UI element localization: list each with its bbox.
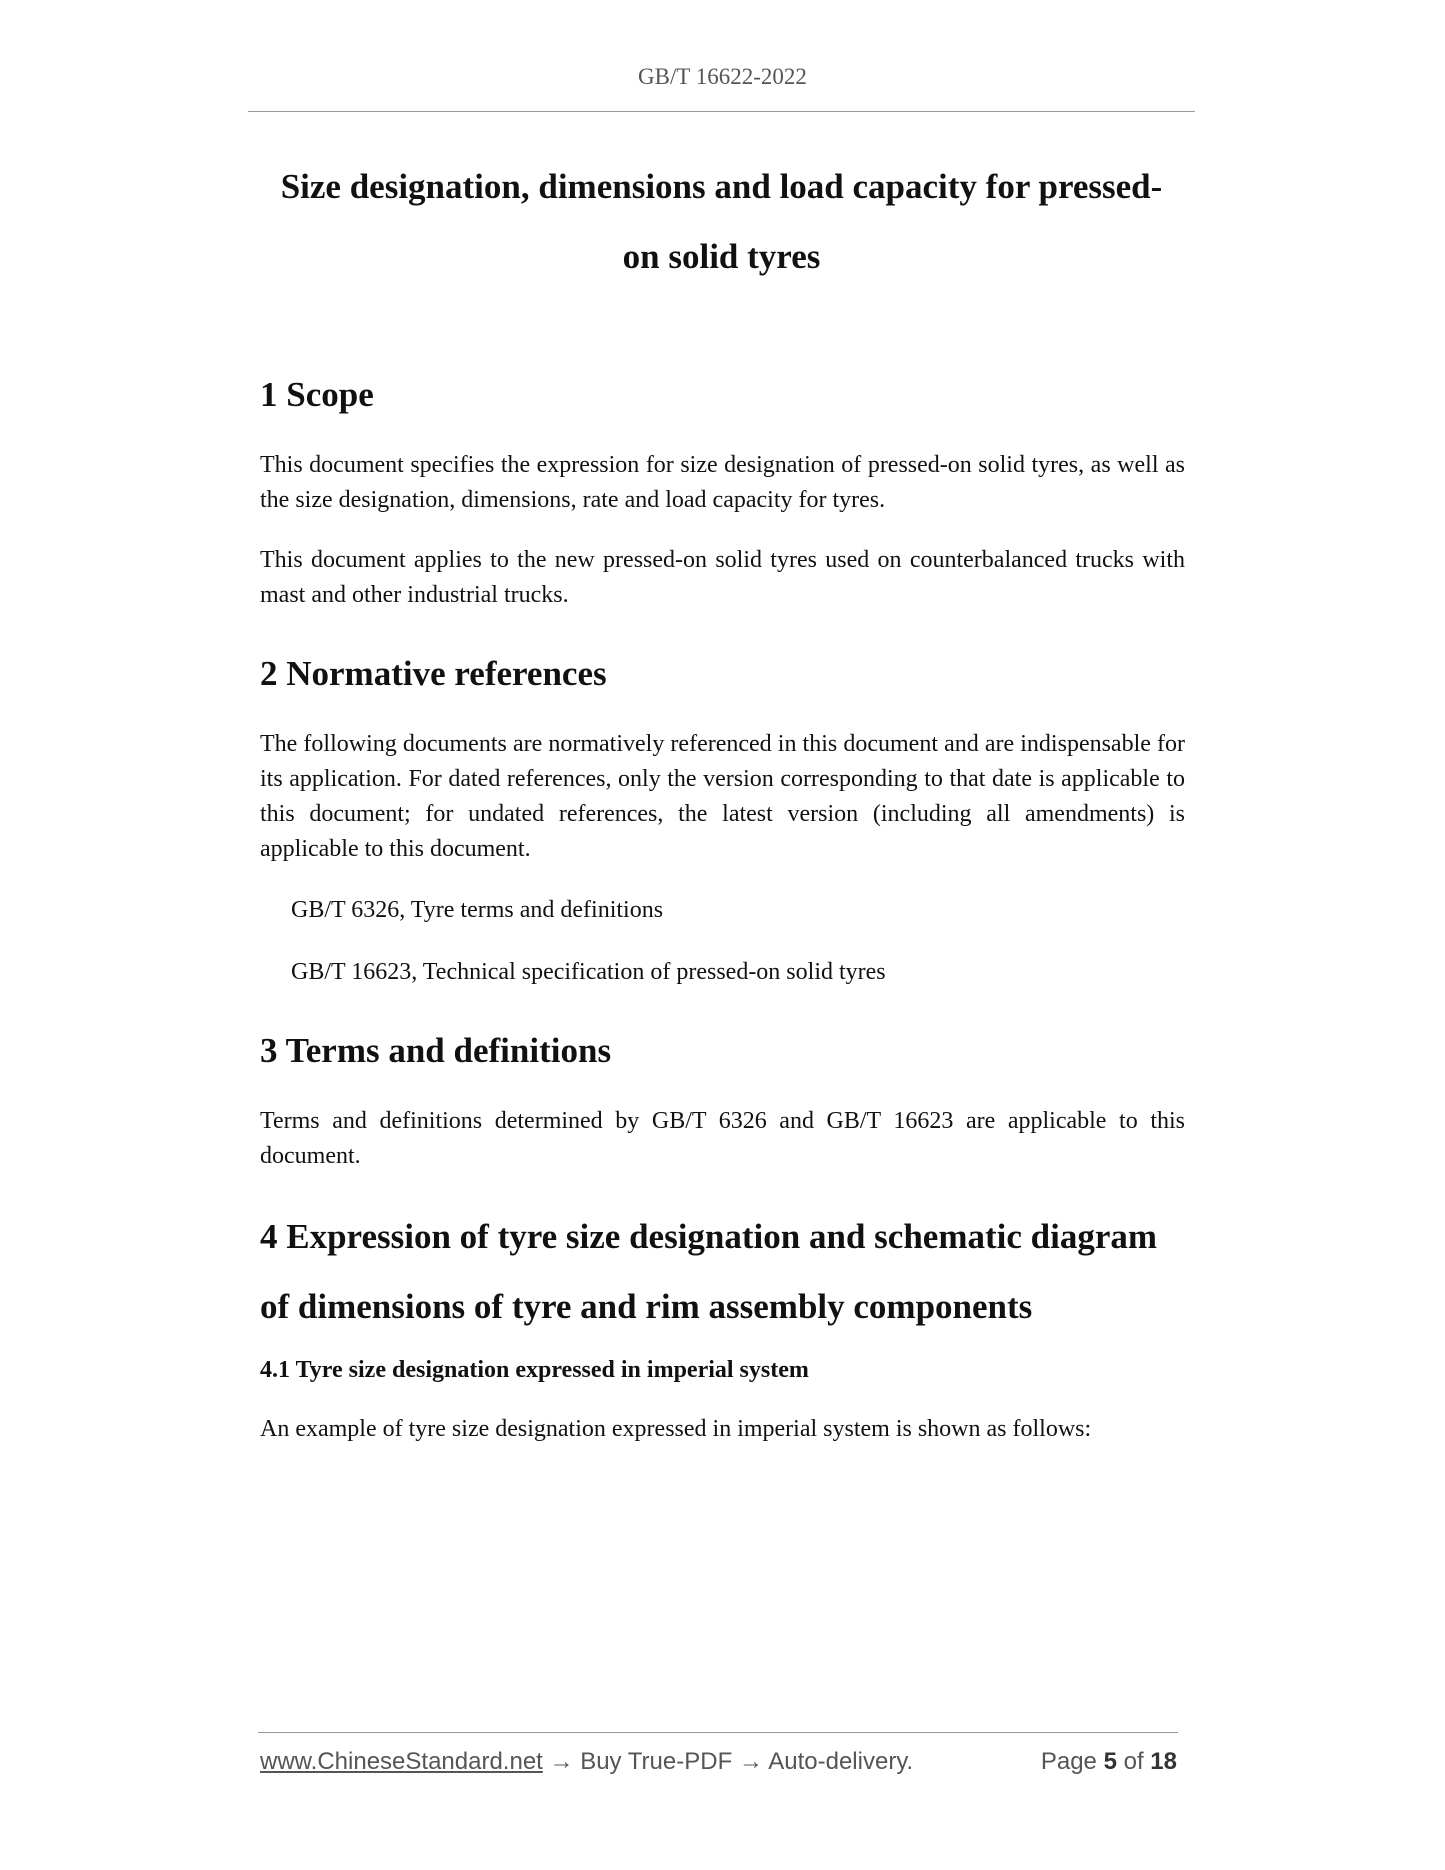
footer-promo [260,1748,913,1776]
subsection-heading-imperial: 4.1 Tyre size designation expressed in imperial system [260,1357,809,1383]
footer-website-link[interactable]: www.ChineseStandard.net [260,1748,543,1775]
document-body [260,360,1185,1447]
header-divider [248,111,1195,112]
section-heading-terms-definitions: 3 Terms and definitions [260,1031,612,1070]
footer-arrow-icon: → [542,1748,581,1775]
document-title-line-1: Size designation, dimensions and load capacity for pressed- [280,167,1163,206]
scope-paragraph-1: This document specifies the expression for size designation of pressed-on solid tyres, as well as the size designation, dimensions, rate and load capacity for tyres. [260,452,1185,513]
page-total: 18 [1150,1748,1177,1775]
page-footer [260,1748,1177,1776]
imperial-example-paragraph: An example of tyre size designation expressed in imperial system is shown as follows: [260,1416,1092,1442]
section-heading-expression [260,1202,1185,1342]
footer-divider [258,1732,1178,1733]
document-title [248,152,1195,292]
section-heading-expression-line-2: of dimensions of tyre and rim assembly components [260,1287,1033,1326]
document-title-line-2: on solid tyres [622,237,821,276]
normative-reference-item: GB/T 16623, Technical specification of pressed-on solid tyres [291,959,886,985]
terms-paragraph: Terms and definitions determined by GB/T 6326 and GB/T 16623 are applicable to this document. [260,1108,1185,1169]
footer-delivery-text: Auto-delivery. [768,1748,914,1775]
section-heading-expression-line-1: 4 Expression of tyre size designation and schematic diagram [260,1217,1158,1256]
footer-buy-text: Buy True-PDF [580,1748,733,1775]
normative-paragraph: The following documents are normatively referenced in this document and are indispensable for its application. For dated references, only the version corresponding to that date is applicable to this document; for undated references, the latest version (including all amendments) is applicable to this document. [260,731,1185,862]
page-of-label: of [1123,1748,1144,1775]
footer-arrow-icon: → [732,1748,769,1775]
scope-paragraph-2: This document applies to the new pressed-on solid tyres used on counterbalanced trucks with mast and other industrial trucks. [260,547,1185,608]
page-label: Page [1040,1748,1097,1775]
section-heading-normative-references: 2 Normative references [260,654,607,693]
section-heading-scope: 1 Scope [260,375,374,414]
page-current: 5 [1103,1748,1117,1775]
header-standard-code: GB/T 16622-2022 [638,64,807,89]
normative-reference-item: GB/T 6326, Tyre terms and definitions [291,897,664,923]
page-number [1041,1748,1177,1776]
